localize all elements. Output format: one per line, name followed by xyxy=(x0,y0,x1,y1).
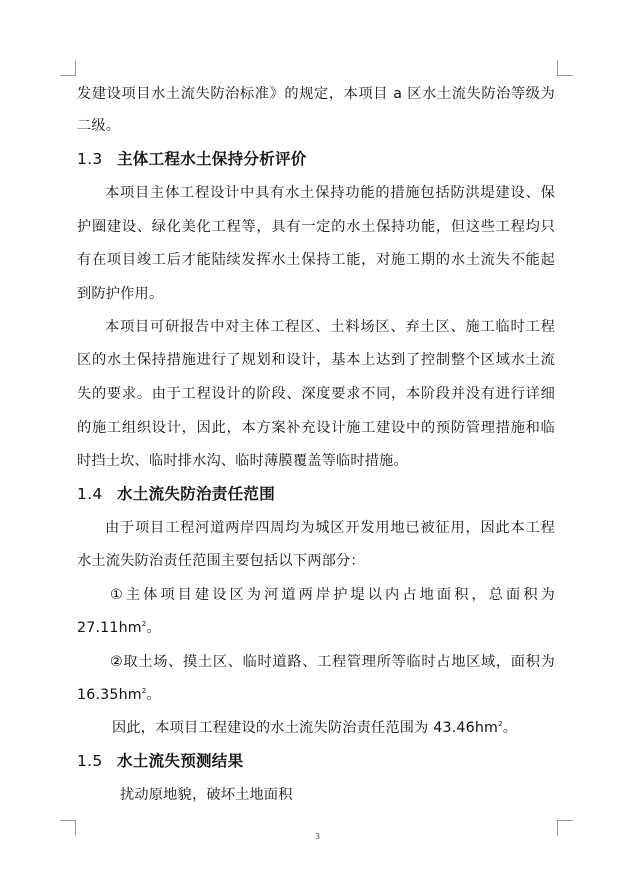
total-area-text: 因此，本项目工程建设的水土流失防治责任范围为 43.46hm xyxy=(112,720,499,736)
section-heading-1-5 xyxy=(77,751,243,771)
end-mark: 。 xyxy=(146,620,161,636)
crop-mark-bottom-right-h xyxy=(557,820,573,821)
total-area-line xyxy=(112,718,555,738)
list-item-2: ②取土场、摸土区、临时道路、工程管理所等临时占地区域，面积为 xyxy=(110,654,555,670)
section-heading-1-4 xyxy=(77,484,275,504)
area-value-2 xyxy=(77,685,555,705)
unit-superscript: 2 xyxy=(141,620,147,628)
crop-mark-bottom-left-h xyxy=(60,820,76,821)
area-value-text: 16.35hm xyxy=(77,687,142,703)
paragraph-line: 本项目可研报告中对主体工程区、土料场区、弃土区、施工临时工程 xyxy=(105,319,555,335)
paragraph-line: 失的要求。由于工程设计的阶段、深度要求不同，本阶段并没有进行详细 xyxy=(77,386,555,402)
text-line: 发建设项目水土流失防治标准》的规定，本项目 a 区水土流失防治等级为 xyxy=(77,86,555,102)
crop-mark-top-right-v xyxy=(557,60,558,76)
paragraph-line: 水土流失防治责任范围主要包括以下两部分： xyxy=(77,553,365,569)
section-title: 水土流失预测结果 xyxy=(117,752,244,770)
paragraph-line: 的施工组织设计，因此，本方案补充设计施工建设中的预防管理措施和临 xyxy=(77,420,555,436)
text-line: 二级。 xyxy=(77,118,121,134)
section-title: 主体工程水土保持分析评价 xyxy=(117,150,307,168)
paragraph-line: 本项目主体工程设计中具有水土保持功能的措施包括防洪堤建设、保 xyxy=(105,185,555,201)
section-title: 水土流失防治责任范围 xyxy=(117,485,276,503)
paragraph-line: 扰动原地貌，破坏土地面积 xyxy=(120,787,293,803)
page-number: 3 xyxy=(314,832,321,841)
area-value-text: 27.11hm xyxy=(77,620,142,636)
crop-mark-top-left-h xyxy=(60,75,76,76)
section-number: 1.3 xyxy=(77,150,103,168)
end-mark: 。 xyxy=(502,720,518,736)
end-mark: 。 xyxy=(146,687,161,703)
paragraph-line: 到防护作用。 xyxy=(77,286,164,302)
section-number: 1.4 xyxy=(77,485,103,503)
paragraph-line: 时挡土坎、临时排水沟、临时薄膜覆盖等临时措施。 xyxy=(77,453,408,469)
crop-mark-top-right-h xyxy=(557,75,573,76)
unit-superscript: 2 xyxy=(141,687,147,695)
paragraph-line: 由于项目工程河道两岸四周均为城区开发用地已被征用，因此本工程 xyxy=(105,520,555,536)
list-item-1: ①主体项目建设区为河道两岸护堤以内占地面积，总面积为 xyxy=(110,587,555,603)
unit-superscript: 2 xyxy=(498,720,503,728)
area-value-1 xyxy=(77,618,555,638)
section-number: 1.5 xyxy=(77,752,103,770)
paragraph-line: 护圈建设、绿化美化工程等，具有一定的水土保持功能，但这些工程均只 xyxy=(77,219,555,235)
paragraph-line: 有在项目竣工后才能陆续发挥水土保持工能，对施工期的水土流失不能起 xyxy=(77,252,555,268)
section-heading-1-3 xyxy=(77,149,307,169)
paragraph-line: 区的水土保持措施进行了规划和设计，基本上达到了控制整个区域水土流 xyxy=(77,352,555,368)
crop-mark-top-left-v xyxy=(75,60,76,76)
